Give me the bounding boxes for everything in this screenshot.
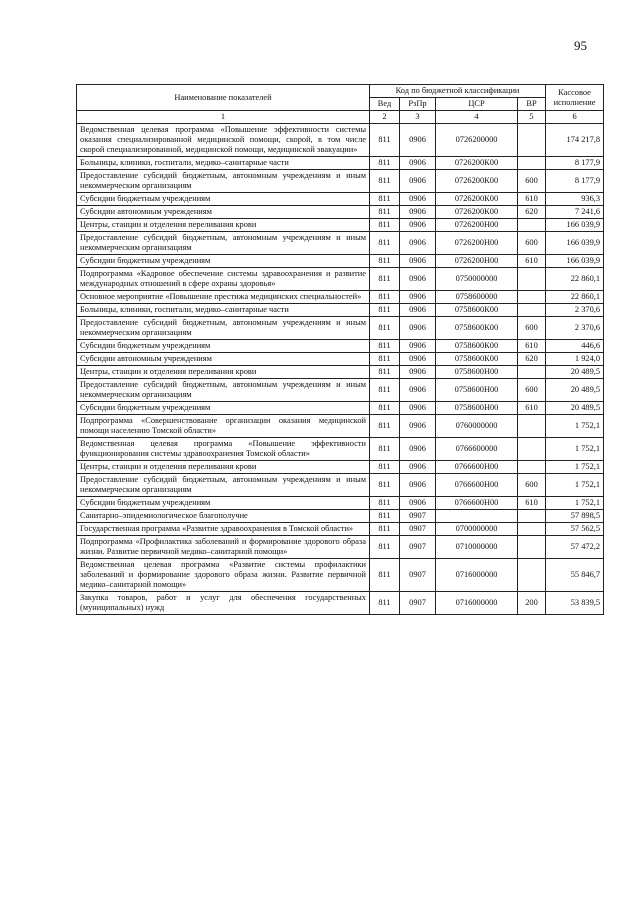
table-row: [77, 124, 604, 157]
row-rzpr: 0906: [400, 497, 436, 510]
row-amount: 20 489,5: [546, 402, 604, 415]
row-amount: 22 860,1: [546, 268, 604, 291]
table-row: [77, 536, 604, 559]
row-vr: 200: [518, 592, 546, 615]
row-ved: 811: [370, 157, 400, 170]
row-amount: 446,6: [546, 340, 604, 353]
row-rzpr: 0906: [400, 291, 436, 304]
row-ved: 811: [370, 438, 400, 461]
row-csr: [436, 510, 518, 523]
row-name: Центры, станции и отделения переливания крови: [77, 461, 370, 474]
row-csr: 0726200Н00: [436, 219, 518, 232]
table-row: [77, 255, 604, 268]
row-amount: 166 039,9: [546, 219, 604, 232]
row-amount: 1 752,1: [546, 461, 604, 474]
row-csr: 0758600К00: [436, 304, 518, 317]
table-row: [77, 461, 604, 474]
table-row: [77, 193, 604, 206]
table-row: [77, 592, 604, 615]
row-amount: 57 898,5: [546, 510, 604, 523]
row-name: Ведомственная целевая программа «Повышение эффективности функционирования системы здравоохранения Томской области»: [77, 438, 370, 461]
budget-table: [76, 84, 604, 615]
row-csr: 0758600Н00: [436, 402, 518, 415]
row-csr: 0726200000: [436, 124, 518, 157]
row-ved: 811: [370, 510, 400, 523]
row-csr: 0710000000: [436, 536, 518, 559]
row-vr: [518, 523, 546, 536]
row-csr: 0766600Н00: [436, 497, 518, 510]
column-number: 5: [518, 111, 546, 124]
row-vr: 610: [518, 340, 546, 353]
row-name: Центры, станции и отделения переливания крови: [77, 366, 370, 379]
row-vr: 600: [518, 474, 546, 497]
row-amount: 2 370,6: [546, 317, 604, 340]
row-ved: 811: [370, 340, 400, 353]
row-rzpr: 0906: [400, 255, 436, 268]
row-name: Подпрограмма «Профилактика заболеваний и формирование здорового образа жизни. Развитие первичной медико–санитарной помощи»: [77, 536, 370, 559]
row-csr: 0726200К00: [436, 193, 518, 206]
row-name: Центры, станции и отделения переливания крови: [77, 219, 370, 232]
row-name: Государственная программа «Развитие здравоохранения в Томской области»: [77, 523, 370, 536]
row-name: Предоставление субсидий бюджетным, автономным учреждениям и иным некоммерческим организациям: [77, 232, 370, 255]
table-row: [77, 232, 604, 255]
row-amount: 174 217,8: [546, 124, 604, 157]
row-amount: 1 752,1: [546, 474, 604, 497]
header-code-group: Код по бюджетной классификации: [370, 85, 546, 98]
table-row: [77, 304, 604, 317]
row-csr: 0760000000: [436, 415, 518, 438]
row-name: Предоставление субсидий бюджетным, автономным учреждениям и иным некоммерческим организациям: [77, 379, 370, 402]
row-amount: 1 752,1: [546, 497, 604, 510]
row-ved: 811: [370, 497, 400, 510]
table-body: [77, 124, 604, 615]
header-rzpr: РзПр: [400, 98, 436, 111]
row-rzpr: 0906: [400, 268, 436, 291]
row-ved: 811: [370, 536, 400, 559]
row-name: Субсидии бюджетным учреждениям: [77, 340, 370, 353]
column-number-row: [77, 111, 604, 124]
row-amount: 1 924,0: [546, 353, 604, 366]
row-rzpr: 0906: [400, 340, 436, 353]
row-ved: 811: [370, 474, 400, 497]
row-ved: 811: [370, 193, 400, 206]
table-row: [77, 402, 604, 415]
row-vr: 610: [518, 255, 546, 268]
row-csr: 0726200Н00: [436, 232, 518, 255]
row-csr: 0726200Н00: [436, 255, 518, 268]
header-amount: Кассовое исполнение: [546, 85, 604, 111]
row-ved: 811: [370, 206, 400, 219]
row-rzpr: 0906: [400, 124, 436, 157]
table-row: [77, 474, 604, 497]
row-vr: [518, 461, 546, 474]
row-csr: 0716000000: [436, 559, 518, 592]
row-vr: 600: [518, 232, 546, 255]
row-vr: 610: [518, 402, 546, 415]
table-row: [77, 497, 604, 510]
row-amount: 53 839,5: [546, 592, 604, 615]
column-number: 6: [546, 111, 604, 124]
row-amount: 166 039,9: [546, 255, 604, 268]
row-csr: 0750000000: [436, 268, 518, 291]
row-amount: 20 489,5: [546, 379, 604, 402]
row-vr: [518, 438, 546, 461]
page-number: 95: [574, 38, 587, 53]
row-vr: 620: [518, 206, 546, 219]
table-row: [77, 340, 604, 353]
row-amount: 20 489,5: [546, 366, 604, 379]
row-csr: 0758600000: [436, 291, 518, 304]
row-vr: [518, 157, 546, 170]
row-csr: 0726200К00: [436, 157, 518, 170]
row-csr: 0726200К00: [436, 206, 518, 219]
table-header: [77, 85, 604, 124]
row-csr: 0700000000: [436, 523, 518, 536]
table-row: [77, 510, 604, 523]
row-name: Предоставление субсидий бюджетным, автономным учреждениям и иным некоммерческим организациям: [77, 474, 370, 497]
row-name: Подпрограмма «Совершенствование организации оказания медицинской помощи населению Томской области»: [77, 415, 370, 438]
row-csr: 0758600Н00: [436, 366, 518, 379]
row-vr: 600: [518, 379, 546, 402]
row-rzpr: 0906: [400, 438, 436, 461]
row-csr: 0716000000: [436, 592, 518, 615]
row-amount: 7 241,6: [546, 206, 604, 219]
row-ved: 811: [370, 170, 400, 193]
table-row: [77, 157, 604, 170]
row-csr: 0758600Н00: [436, 379, 518, 402]
row-ved: 811: [370, 379, 400, 402]
row-ved: 811: [370, 268, 400, 291]
row-ved: 811: [370, 415, 400, 438]
table-row: [77, 206, 604, 219]
row-ved: 811: [370, 232, 400, 255]
row-name: Подпрограмма «Кадровое обеспечение системы здравоохранения и развитие международных отношений в сфере охраны здоровья»: [77, 268, 370, 291]
row-name: Предоставление субсидий бюджетным, автономным учреждениям и иным некоммерческим организациям: [77, 170, 370, 193]
row-amount: 57 472,2: [546, 536, 604, 559]
row-name: Субсидии автономным учреждениям: [77, 353, 370, 366]
table-row: [77, 317, 604, 340]
row-rzpr: 0906: [400, 304, 436, 317]
row-rzpr: 0907: [400, 523, 436, 536]
row-vr: 600: [518, 170, 546, 193]
row-name: Санитарно–эпидемиологическое благополучие: [77, 510, 370, 523]
row-vr: 610: [518, 497, 546, 510]
row-rzpr: 0907: [400, 559, 436, 592]
row-csr: 0758600К00: [436, 353, 518, 366]
row-vr: 600: [518, 317, 546, 340]
row-rzpr: 0906: [400, 193, 436, 206]
row-name: Закупка товаров, работ и услуг для обеспечения государственных (муниципальных) нужд: [77, 592, 370, 615]
header-name: Наименование показателей: [77, 85, 370, 111]
row-vr: [518, 124, 546, 157]
row-ved: 811: [370, 304, 400, 317]
table-row: [77, 366, 604, 379]
table-row: [77, 291, 604, 304]
row-name: Ведомственная целевая программа «Развитие системы профилактики заболеваний и формирование здорового образа жизни. Развитие первичной медико–санитарной помощи»: [77, 559, 370, 592]
row-amount: 2 370,6: [546, 304, 604, 317]
row-rzpr: 0907: [400, 536, 436, 559]
row-rzpr: 0906: [400, 402, 436, 415]
row-csr: 0758600К00: [436, 340, 518, 353]
row-vr: [518, 510, 546, 523]
row-csr: 0766600000: [436, 438, 518, 461]
row-ved: 811: [370, 366, 400, 379]
column-number: 4: [436, 111, 518, 124]
row-vr: [518, 304, 546, 317]
row-rzpr: 0906: [400, 366, 436, 379]
row-amount: 1 752,1: [546, 415, 604, 438]
row-name: Больницы, клиники, госпитали, медико–санитарные части: [77, 157, 370, 170]
row-ved: 811: [370, 402, 400, 415]
row-name: Субсидии бюджетным учреждениям: [77, 497, 370, 510]
row-ved: 811: [370, 523, 400, 536]
row-vr: [518, 268, 546, 291]
row-rzpr: 0906: [400, 474, 436, 497]
row-ved: 811: [370, 124, 400, 157]
row-amount: 936,3: [546, 193, 604, 206]
row-vr: 610: [518, 193, 546, 206]
row-name: Основное мероприятие «Повышение престижа медицинских специальностей»: [77, 291, 370, 304]
header-ved: Вед: [370, 98, 400, 111]
column-number: 3: [400, 111, 436, 124]
row-name: Субсидии автономным учреждениям: [77, 206, 370, 219]
row-ved: 811: [370, 592, 400, 615]
row-amount: 166 039,9: [546, 232, 604, 255]
row-name: Субсидии бюджетным учреждениям: [77, 193, 370, 206]
row-ved: 811: [370, 255, 400, 268]
row-rzpr: 0906: [400, 232, 436, 255]
table-row: [77, 523, 604, 536]
row-rzpr: 0907: [400, 510, 436, 523]
row-csr: 0766600Н00: [436, 474, 518, 497]
row-vr: [518, 415, 546, 438]
row-rzpr: 0906: [400, 461, 436, 474]
row-amount: 8 177,9: [546, 170, 604, 193]
row-name: Ведомственная целевая программа «Повышение эффективности системы оказания специализированной медицинской помощи, скорой, в том числе скорой специализированной, медицинской помощи, медицинской эвакуации»: [77, 124, 370, 157]
table-row: [77, 559, 604, 592]
table-row: [77, 438, 604, 461]
row-name: Больницы, клиники, госпитали, медико–санитарные части: [77, 304, 370, 317]
row-ved: 811: [370, 317, 400, 340]
row-amount: 1 752,1: [546, 438, 604, 461]
row-name: Субсидии бюджетным учреждениям: [77, 255, 370, 268]
row-ved: 811: [370, 461, 400, 474]
row-vr: [518, 536, 546, 559]
row-ved: 811: [370, 353, 400, 366]
header-row: [77, 85, 604, 98]
table-row: [77, 268, 604, 291]
row-amount: 57 562,5: [546, 523, 604, 536]
row-vr: [518, 219, 546, 232]
row-vr: [518, 366, 546, 379]
table-row: [77, 415, 604, 438]
row-rzpr: 0906: [400, 379, 436, 402]
row-ved: 811: [370, 219, 400, 232]
row-vr: [518, 291, 546, 304]
column-number: 2: [370, 111, 400, 124]
row-amount: 55 846,7: [546, 559, 604, 592]
row-vr: [518, 559, 546, 592]
row-ved: 811: [370, 559, 400, 592]
row-csr: 0758600К00: [436, 317, 518, 340]
row-rzpr: 0906: [400, 219, 436, 232]
column-number: 1: [77, 111, 370, 124]
row-rzpr: 0907: [400, 592, 436, 615]
row-csr: 0726200К00: [436, 170, 518, 193]
row-csr: 0766600Н00: [436, 461, 518, 474]
table-row: [77, 353, 604, 366]
table-row: [77, 170, 604, 193]
header-csr: ЦСР: [436, 98, 518, 111]
row-rzpr: 0906: [400, 157, 436, 170]
row-name: Субсидии бюджетным учреждениям: [77, 402, 370, 415]
row-rzpr: 0906: [400, 415, 436, 438]
header-vr: ВР: [518, 98, 546, 111]
table-row: [77, 379, 604, 402]
row-rzpr: 0906: [400, 353, 436, 366]
row-amount: 8 177,9: [546, 157, 604, 170]
row-rzpr: 0906: [400, 170, 436, 193]
row-name: Предоставление субсидий бюджетным, автономным учреждениям и иным некоммерческим организациям: [77, 317, 370, 340]
table-row: [77, 219, 604, 232]
row-vr: 620: [518, 353, 546, 366]
row-amount: 22 860,1: [546, 291, 604, 304]
row-rzpr: 0906: [400, 206, 436, 219]
row-rzpr: 0906: [400, 317, 436, 340]
row-ved: 811: [370, 291, 400, 304]
